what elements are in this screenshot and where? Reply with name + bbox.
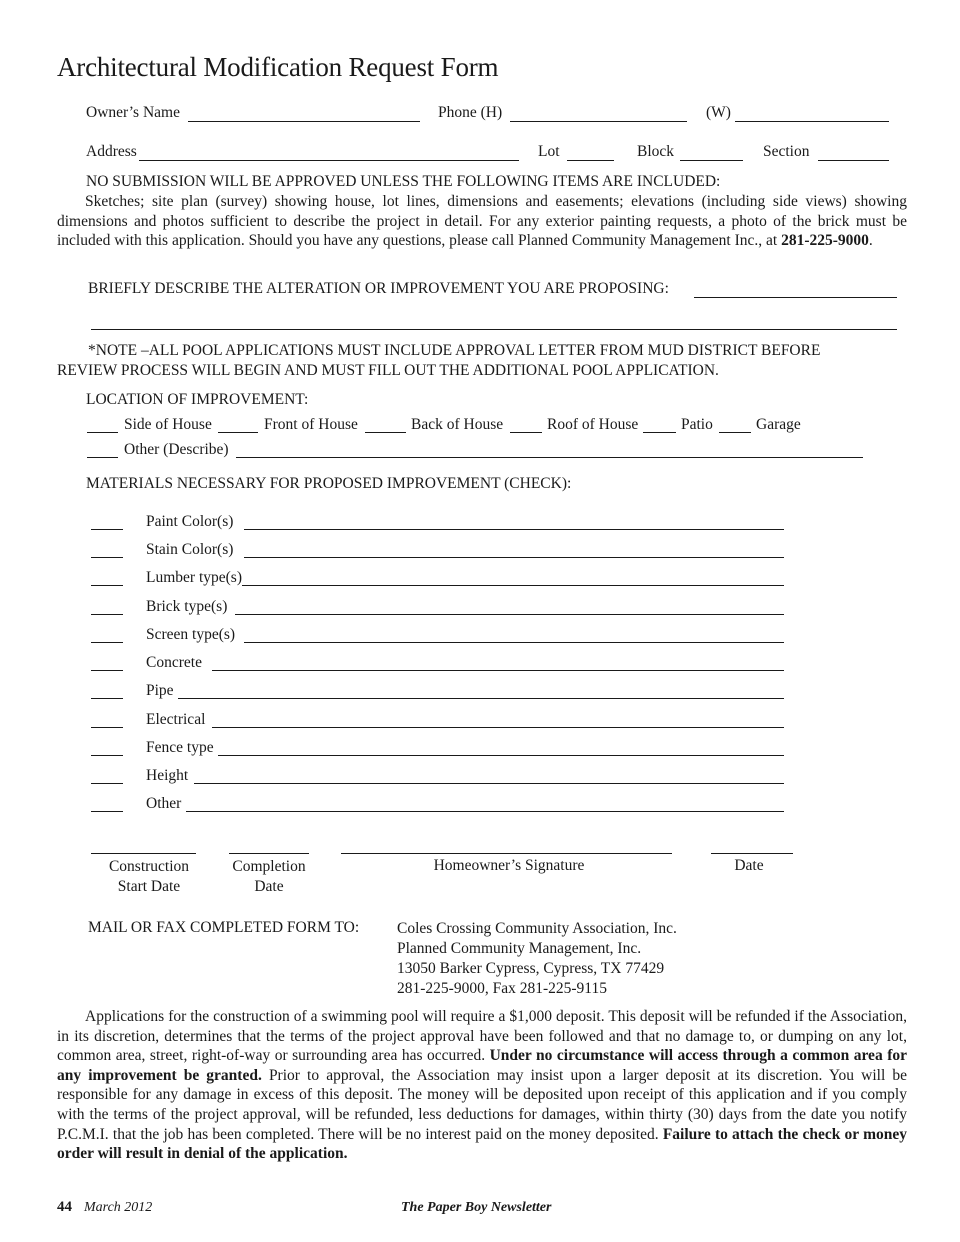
material-height-label: Height: [146, 767, 189, 784]
material-pipe-label: Pipe: [146, 682, 174, 699]
material-fence-field[interactable]: [218, 755, 784, 756]
option-front-of-house: Front of House: [264, 416, 358, 433]
checkbox-back-of-house[interactable]: [365, 432, 406, 433]
phone-work-label: (W): [706, 104, 731, 121]
construction-start-date-label: [91, 857, 207, 897]
option-back-of-house: Back of House: [411, 416, 504, 433]
mail-fax-label: MAIL OR FAX COMPLETED FORM TO:: [88, 919, 360, 936]
phone-work-field[interactable]: [735, 121, 889, 122]
other-describe-field[interactable]: [236, 457, 863, 458]
checkbox-garage[interactable]: [719, 432, 751, 433]
completion-label-line1: Completion: [232, 858, 306, 875]
deposit-text-1: Applications for the construction of a swimming pool will require a $1,000 deposit. This deposit will be refunded if the Association, in its discretion, determines that the terms of the project approval have been followed and that no damage to, or dumping on any lot, common area, street, right-of-way or surrounding area has occurred.: [57, 1008, 907, 1065]
option-side-of-house: Side of House: [124, 416, 212, 433]
checkbox-paint[interactable]: [91, 529, 123, 530]
requirements-text: Sketches; site plan (survey) showing house, lot lines, dimensions and easements; elevations (including side views) showing dimensions and photos sufficient to describe the project in detail. For any exterior painting requests, a photo of the brick must be included with this application. Should you have any questions, please call Planned Community Management Inc., at: [57, 193, 907, 250]
checkbox-concrete[interactable]: [91, 670, 123, 671]
material-fence-label: Fence type: [146, 739, 214, 756]
material-other-label: Other: [146, 795, 182, 812]
checkbox-other-material[interactable]: [91, 811, 123, 812]
material-screen-field[interactable]: [244, 642, 784, 643]
no-submission-heading: NO SUBMISSION WILL BE APPROVED UNLESS THE FOLLOWING ITEMS ARE INCLUDED:: [86, 173, 721, 190]
owner-name-label: Owner’s Name: [86, 104, 180, 121]
checkbox-screen[interactable]: [91, 642, 123, 643]
deposit-paragraph: [57, 1007, 907, 1164]
material-stain-field[interactable]: [244, 557, 784, 558]
homeowner-signature-field[interactable]: [341, 853, 672, 854]
requirements-end: .: [868, 232, 873, 250]
lot-field[interactable]: [567, 160, 614, 161]
pool-note-line1: *NOTE –ALL POOL APPLICATIONS MUST INCLUDE APPROVAL LETTER FROM MUD DISTRICT BEFORE: [88, 342, 821, 359]
checkbox-pipe[interactable]: [91, 698, 123, 699]
checkbox-fence[interactable]: [91, 755, 123, 756]
option-roof-of-house: Roof of House: [547, 416, 639, 433]
mail-address-line4: 281-225-9000, Fax 281-225-9115: [397, 980, 607, 997]
phone-number: 281-225-9000: [781, 232, 869, 250]
material-other-field[interactable]: [186, 811, 784, 812]
requirements-paragraph: [57, 192, 907, 251]
address-label: Address: [86, 143, 137, 160]
checkbox-lumber[interactable]: [91, 585, 123, 586]
block-field[interactable]: [680, 160, 743, 161]
material-electrical-field[interactable]: [212, 727, 784, 728]
deposit-bold-2: Failure to attach the check or money order will result in denial of the application.: [57, 1125, 908, 1163]
page-number: 44: [57, 1199, 72, 1215]
location-heading: LOCATION OF IMPROVEMENT:: [86, 391, 309, 408]
address-field[interactable]: [139, 160, 519, 161]
mail-address-line2: Planned Community Management, Inc.: [397, 940, 642, 957]
phone-home-field[interactable]: [510, 121, 687, 122]
option-garage: Garage: [756, 416, 801, 433]
describe-field-line2[interactable]: [91, 329, 897, 330]
deposit-text-2: Prior to approval, the Association may insist upon a larger deposit at its discretion. You will be responsible for any damage in excess of this deposit. The money will be deposited upon receipt of this application and if you comply with the terms of the project approval, will be refunded, less deductions for damages, within thirty (30) days from the date you notify P.C.M.I. that the job has been completed. There will be no interest paid on the money deposited.: [57, 1066, 907, 1143]
material-stain-label: Stain Color(s): [146, 541, 234, 558]
checkbox-brick[interactable]: [91, 614, 123, 615]
signature-date-label: Date: [734, 857, 764, 874]
owner-name-field[interactable]: [188, 121, 420, 122]
checkbox-patio[interactable]: [643, 432, 676, 433]
checkbox-height[interactable]: [91, 783, 123, 784]
checkbox-side-of-house[interactable]: [87, 432, 118, 433]
option-patio: Patio: [681, 416, 713, 433]
completion-date-label: [224, 857, 314, 897]
material-lumber-label: Lumber type(s): [146, 569, 242, 586]
construction-start-date-field[interactable]: [91, 853, 196, 854]
checkbox-roof-of-house[interactable]: [510, 432, 542, 433]
completion-label-line2: Date: [254, 878, 284, 895]
construction-label-line1: Construction: [108, 858, 190, 875]
material-screen-label: Screen type(s): [146, 626, 236, 643]
material-concrete-field[interactable]: [212, 670, 784, 671]
form-title: Architectural Modification Request Form: [57, 52, 499, 82]
pool-note-line2: REVIEW PROCESS WILL BEGIN AND MUST FILL OUT THE ADDITIONAL POOL APPLICATION.: [57, 362, 719, 379]
lot-label: Lot: [538, 143, 560, 160]
material-brick-label: Brick type(s): [146, 598, 228, 615]
material-paint-label: Paint Color(s): [146, 513, 234, 530]
checkbox-stain[interactable]: [91, 557, 123, 558]
phone-home-label: Phone (H): [438, 104, 503, 121]
mail-address-line1: Coles Crossing Community Association, Inc.: [397, 920, 677, 937]
completion-date-field[interactable]: [229, 853, 309, 854]
material-lumber-field[interactable]: [242, 585, 784, 586]
material-height-field[interactable]: [194, 783, 784, 784]
mail-address-line3: 13050 Barker Cypress, Cypress, TX 77429: [397, 960, 665, 977]
option-other-describe: Other (Describe): [124, 441, 229, 458]
materials-heading: MATERIALS NECESSARY FOR PROPOSED IMPROVEMENT (CHECK):: [86, 475, 572, 492]
publication-name: The Paper Boy Newsletter: [401, 1200, 552, 1215]
material-brick-field[interactable]: [235, 614, 784, 615]
section-label: Section: [763, 143, 810, 160]
section-field[interactable]: [818, 160, 889, 161]
describe-field-line1[interactable]: [694, 297, 897, 298]
material-electrical-label: Electrical: [146, 711, 206, 728]
footer-date: March 2012: [84, 1200, 153, 1215]
describe-label: BRIEFLY DESCRIBE THE ALTERATION OR IMPROVEMENT YOU ARE PROPOSING:: [88, 280, 669, 297]
homeowner-signature-label: Homeowner’s Signature: [433, 857, 585, 874]
signature-date-field[interactable]: [711, 853, 793, 854]
construction-label-line2: Start Date: [117, 878, 181, 895]
deposit-bold-1: Under no circumstance will access through a common area for any improvement be granted.: [57, 1047, 907, 1084]
block-label: Block: [637, 143, 675, 160]
checkbox-other-location[interactable]: [87, 457, 118, 458]
material-concrete-label: Concrete: [146, 654, 202, 671]
material-pipe-field[interactable]: [178, 698, 784, 699]
checkbox-electrical[interactable]: [91, 727, 123, 728]
mail-address-block: [397, 919, 677, 999]
material-paint-field[interactable]: [244, 529, 784, 530]
checkbox-front-of-house[interactable]: [218, 432, 258, 433]
